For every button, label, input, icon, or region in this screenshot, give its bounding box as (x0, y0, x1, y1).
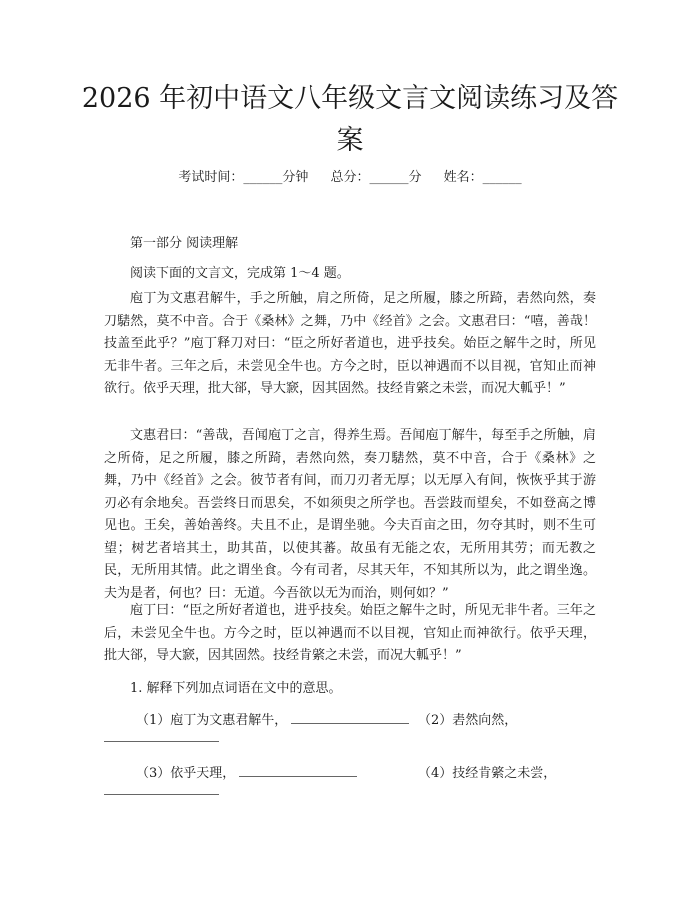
item-text: （4）技经肯綮之未尝， (418, 766, 557, 781)
exam-meta (0, 166, 700, 185)
answer-blank[interactable] (104, 794, 219, 795)
question-1-item (136, 762, 367, 781)
answer-blank[interactable] (239, 764, 357, 777)
passage-paragraph: 文惠君曰：“善哉，吾闻庖丁之言，得养生焉。吾闻庖丁解牛，每至手之所触，肩之所倚，足之所履，膝之所踦，砉然向然，奏刀騞然，莫不中音，合于《桑林》之舞，乃中《经首》之会。彼节者有间，而刀刃者无厚；以无厚入有间，恢恢乎其于游刃必有余地矣。吾尝终日而思矣，不如须臾之所学也。吾尝跂而望矣，不如登高之博见也。王矣，善始善终。夫且不止，是谓坐驰。今夫百亩之田，勿夺其时，则不生可望；树艺者培其土，助其苗，以使其蕃。故虽有无能之农，无所用其劳；而无教之民，无所用其情。此之谓坐食。今有司者，尽其天年，不知其所以为，此之谓坐逸。夫为是者，何也？曰：无道。今吾欲以无为而治，则何如？” (104, 428, 596, 601)
passage-paragraph: 庖丁曰：“臣之所好者道也，进乎技矣。始臣之解牛之时，所见无非牛者。三年之后，未尝见全牛也。方今之时，臣以神遇而不以目视，官知止而神欲行。依乎天理，批大郤，导大窾，因其固然。技经肯綮之未尝，而况大軱乎！” (104, 603, 596, 663)
answer-blank[interactable] (104, 741, 219, 742)
item-text: （1）庖丁为文惠君解牛， (136, 713, 288, 728)
item-text: （3）依乎天理， (136, 766, 236, 781)
answer-blank[interactable] (291, 711, 409, 724)
question-1-item (418, 709, 517, 728)
item-text: （2）砉然向然， (418, 713, 518, 728)
exam-score: 总分：______分 (330, 170, 422, 185)
question-1-item (136, 709, 419, 728)
section-heading: 第一部分 阅读理解 (130, 236, 239, 251)
exam-name: 姓名：______ (443, 170, 522, 185)
exam-time: 考试时间：______分钟 (178, 170, 309, 185)
instruction: 阅读下面的文言文，完成第 1～4 题。 (130, 266, 350, 281)
document-title: 2026 年初中语文八年级文言文阅读练习及答案 (81, 83, 619, 156)
passage-paragraph: 庖丁为文惠君解牛，手之所触，肩之所倚，足之所履，膝之所踦，砉然向然，奏刀騞然，莫不中音。合于《桑林》之舞，乃中《经首》之会。文惠君曰：“嘻，善哉！技盖至此乎？”庖丁释刀对曰：“臣之所好者道也，进乎技矣。始臣之解牛之时，所见无非牛者。三年之后，未尝见全牛也。方今之时，臣以神遇而不以目视，官知止而神欲行。依乎天理，批大郤，导大窾，因其固然。技经肯綮之未尝，而况大軱乎！” (104, 291, 596, 396)
question-1-stem: 1. 解释下列加点词语在文中的意思。 (130, 681, 342, 696)
question-1-item (418, 762, 556, 781)
